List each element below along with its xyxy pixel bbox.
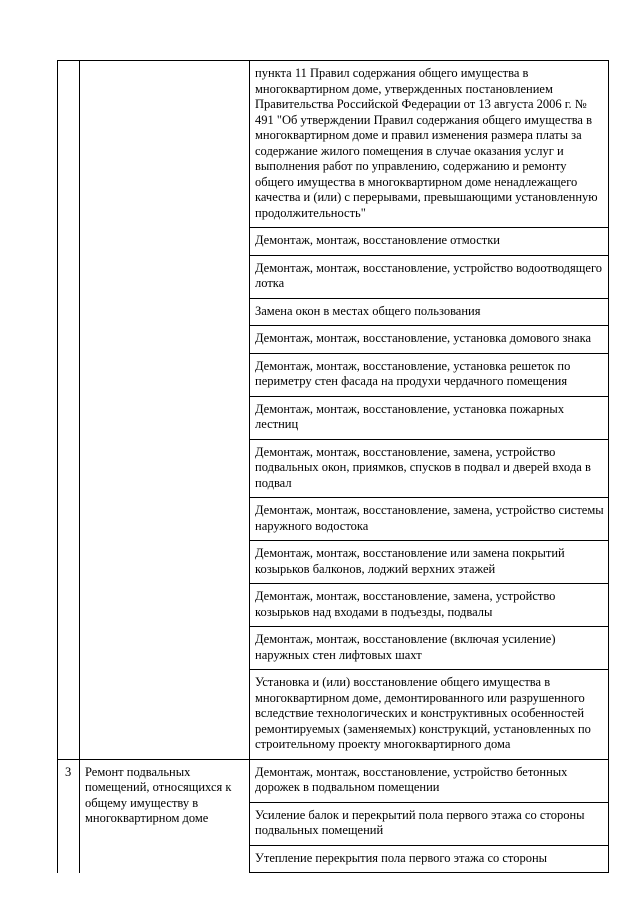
work-description: Демонтаж, монтаж, восстановление, установка домового знака bbox=[250, 326, 609, 354]
work-description: Установка и (или) восстановление общего имущества в многоквартирном доме, демонтированного или разрушенного вследствие технологических и конструктивных особенностей ремонтируемых (заменяемых) конструкций, установленных по строительному проекту многоквартирного дома bbox=[250, 670, 609, 760]
work-description: Демонтаж, монтаж, восстановление, устройство бетонных дорожек в подвальном помещении bbox=[250, 759, 609, 802]
work-description: Утепление перекрытия пола первого этажа со стороны bbox=[250, 845, 609, 873]
item-name-cell: Ремонт подвальных помещений, относящихся к общему имуществу в многоквартирном доме bbox=[80, 759, 250, 873]
work-description: Демонтаж, монтаж, восстановление или замена покрытий козырьков балконов, лоджий верхних этажей bbox=[250, 541, 609, 584]
work-description: Демонтаж, монтаж, восстановление, замена, устройство козырьков над входами в подъезды, подвалы bbox=[250, 584, 609, 627]
works-table bbox=[57, 60, 609, 873]
table-row bbox=[58, 61, 609, 228]
work-description: пункта 11 Правил содержания общего имущества в многоквартирном доме, утвержденных постановлением Правительства Российской Федерации от 13 августа 2006 г. № 491 "Об утверждении Правил содержания общего имущества в многоквартирном доме и правил изменения размера платы за содержание жилого помещения в случае оказания услуг и выполнения работ по управлению, содержанию и ремонту общего имущества в многоквартирном доме ненадлежащего качества и (или) с перерывами, превышающими установленную продолжительность" bbox=[250, 61, 609, 228]
item-number-cell bbox=[58, 61, 80, 760]
work-description: Усиление балок и перекрытий пола первого этажа со стороны подвальных помещений bbox=[250, 802, 609, 845]
item-name-cell bbox=[80, 61, 250, 760]
work-description: Демонтаж, монтаж, восстановление, замена, устройство системы наружного водостока bbox=[250, 498, 609, 541]
work-description: Демонтаж, монтаж, восстановление (включая усиление) наружных стен лифтовых шахт bbox=[250, 627, 609, 670]
work-description: Замена окон в местах общего пользования bbox=[250, 298, 609, 326]
work-description: Демонтаж, монтаж, восстановление, замена, устройство подвальных окон, приямков, спусков в подвал и дверей входа в подвал bbox=[250, 439, 609, 498]
work-description: Демонтаж, монтаж, восстановление отмостки bbox=[250, 228, 609, 256]
work-description: Демонтаж, монтаж, восстановление, установка пожарных лестниц bbox=[250, 396, 609, 439]
work-description: Демонтаж, монтаж, восстановление, установка решеток по периметру стен фасада на продухи чердачного помещения bbox=[250, 353, 609, 396]
work-description: Демонтаж, монтаж, восстановление, устройство водоотводящего лотка bbox=[250, 255, 609, 298]
table-row bbox=[58, 759, 609, 802]
item-number-cell: 3 bbox=[58, 759, 80, 873]
